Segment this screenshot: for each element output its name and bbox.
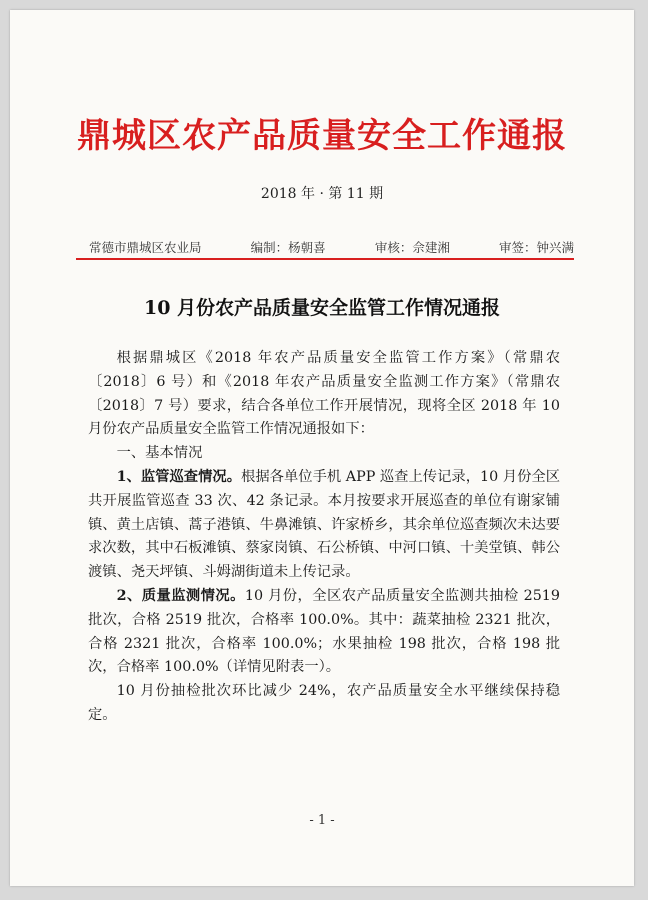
- reviewer-credit: 审核：佘建湘: [374, 240, 450, 255]
- item1-paragraph: [88, 466, 560, 585]
- credits-line: [89, 238, 574, 256]
- document-body: [88, 347, 560, 728]
- approver-credit: 审签：钟兴满: [498, 240, 574, 255]
- item1-label: 1、监管巡查情况。: [116, 468, 242, 485]
- banner-title: 鼎城区农产品质量安全工作通报: [77, 116, 567, 156]
- issue-number: 2018 年 · 第 11 期: [260, 186, 384, 202]
- red-divider: [76, 258, 574, 260]
- publisher-org: 常德市鼎城区农业局: [89, 240, 202, 255]
- item1-text: 根据各单位手机 APP 巡查上传记录，10 月份全区共开展监管巡查 33 次、42 条记录。本月按要求开展巡查的单位有谢家铺镇、黄土店镇、蒿子港镇、牛鼻滩镇、许家桥乡，其余单位巡查频次未达要求次数，其中石板滩镇、蔡家岗镇、石公桥镇、中河口镇、十美堂镇、韩公渡镇、尧天坪镇、斗姆湖街道未上传记录。: [88, 468, 561, 581]
- document-title: 10 月份农产品质量安全监管工作情况通报: [143, 297, 501, 319]
- item2-label: 2、质量监测情况。: [116, 587, 245, 604]
- intro-paragraph: 根据鼎城区《2018 年农产品质量安全监管工作方案》（常鼎农〔2018〕6 号）和《2018 年农产品质量安全监测工作方案》（常鼎农〔2018〕7 号）要求，结合各单位工作开展情况，现将全区 2018 年 10 月份农产品质量安全监管工作情况通报如下：: [88, 350, 560, 438]
- item2-text: 10 月份，全区农产品质量安全监测共抽检 2519 批次，合格 2519 批次，合格率 100.0%。其中：蔬菜抽检 2321 批次，合格 2321 批次，合格率 100.0%；水果抽检 198 批次，合格 198 批次，合格率 100.0%（详情见附表一）。: [88, 587, 560, 676]
- editor-credit: 编制：杨朝喜: [250, 240, 326, 255]
- section-heading: 一、基本情况: [116, 445, 203, 462]
- summary-paragraph: 10 月份抽检批次环比减少 24%，农产品质量安全水平继续保持稳定。: [88, 683, 560, 723]
- document-page: [10, 10, 634, 886]
- page-number: - 1 -: [309, 813, 335, 828]
- item2-paragraph: [88, 585, 560, 680]
